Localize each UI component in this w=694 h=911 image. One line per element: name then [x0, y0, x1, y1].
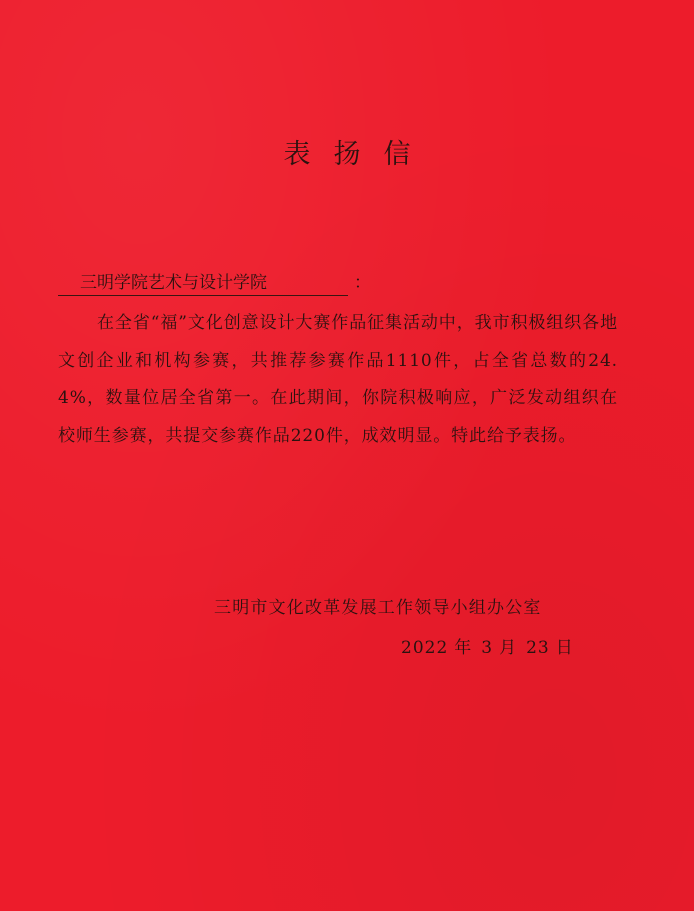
date-month: 3 — [481, 638, 494, 658]
date-day: 23 — [526, 638, 550, 658]
letter-date — [401, 633, 583, 658]
recipient-name: 三明学院艺术与设计学院 — [58, 271, 348, 296]
date-month-unit: 月 — [499, 638, 518, 658]
recipient-colon: ： — [354, 273, 371, 293]
letter-title: 表扬信 — [283, 139, 434, 170]
date-day-unit: 日 — [555, 638, 574, 658]
letter-body: 在全省“福”文化创意设计大赛作品征集活动中，我市积极组织各地文创企业和机构参赛，共推荐参赛作品1110件，占全省总数的24.4%，数量位居全省第一。在此期间，你院积极响应，广泛发动组织在校师生参赛，共提交参赛作品220件，成效明显。特此给予表扬。 — [58, 313, 618, 446]
recipient-line — [58, 268, 371, 296]
date-year: 2022 — [401, 638, 449, 658]
date-year-unit: 年 — [454, 638, 473, 658]
issuer-name: 三明市文化改革发展工作领导小组办公室 — [214, 598, 542, 618]
